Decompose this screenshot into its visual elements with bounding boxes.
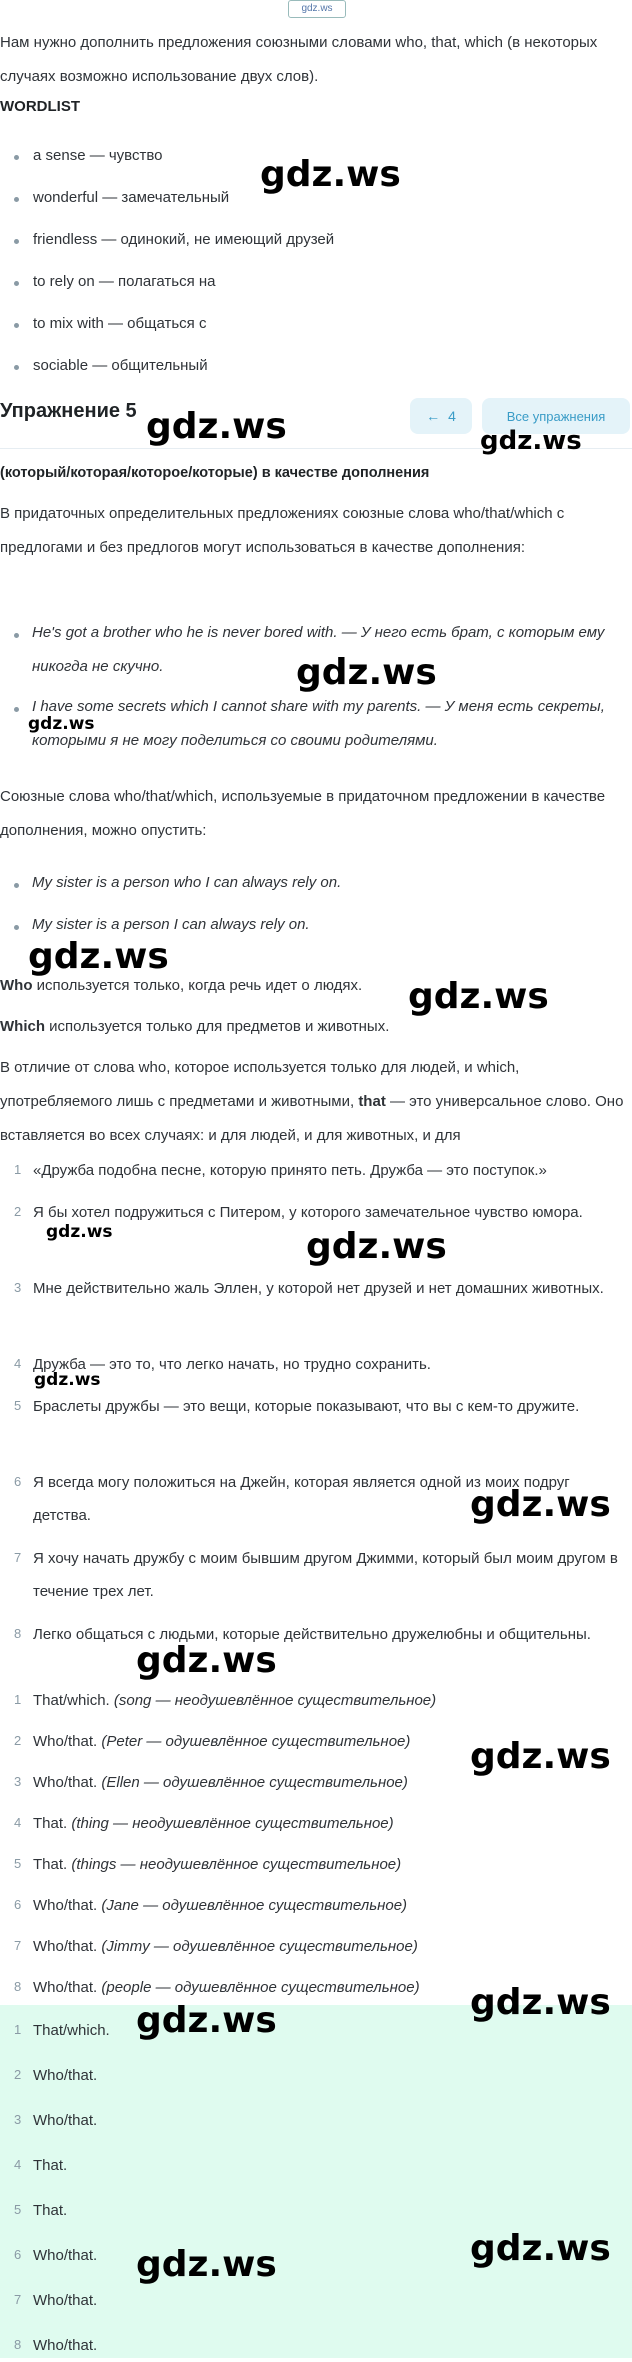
all-exercises-button[interactable]: Все упражнения (482, 398, 630, 434)
explanation-answer: Who/that. (33, 1897, 98, 1914)
watermark: gdz.ws (470, 1982, 611, 2023)
explanation-item (33, 1889, 625, 1922)
exercise-title: Упражнение 5 (0, 400, 137, 422)
bullet-icon (14, 883, 19, 888)
answer-item: That/which. (33, 2022, 110, 2039)
watermark: gdz.ws (408, 976, 549, 1017)
wordlist-item: sociable — общительный (33, 357, 208, 374)
explanation-answer: That. (33, 1815, 68, 1832)
item-number: 8 (14, 1979, 22, 1994)
site-logo[interactable]: gdz.ws (288, 0, 346, 18)
item-number: 7 (14, 2292, 22, 2307)
translation-item: Я бы хотел подружиться с Питером, у которого замечательное чувство юмора. (33, 1204, 583, 1221)
item-number: 3 (14, 1774, 22, 1789)
bullet-icon (14, 323, 19, 328)
watermark: gdz.ws (296, 652, 437, 693)
explanation-answer: Who/that. (33, 1774, 98, 1791)
answer-item: Who/that. (33, 2112, 98, 2129)
item-number: 4 (14, 2157, 22, 2172)
prev-exercise-number: 4 (448, 408, 456, 424)
bullet-icon (14, 155, 19, 160)
item-number: 5 (14, 1856, 22, 1871)
explanation-answer: Who/that. (33, 1979, 98, 1996)
item-number: 5 (14, 2202, 22, 2217)
prev-exercise-button[interactable] (410, 398, 472, 434)
watermark: gdz.ws (46, 1222, 113, 1242)
item-number: 3 (14, 2112, 22, 2127)
explanation-answer: Who/that. (33, 1938, 98, 1955)
wordlist-title: WORDLIST (0, 98, 80, 115)
wordlist-item: wonderful — замечательный (33, 189, 230, 206)
example-sentence: I have some secrets which I cannot share with my parents. — У меня есть секреты, которыми я не могу поделиться со своими родителями. (32, 698, 605, 749)
watermark: gdz.ws (470, 1484, 611, 1525)
explanation-answer: That. (33, 1856, 68, 1873)
example-sentence: He's got a brother who he is never bored with. — У него есть брат, с которым ему никогда не скучно. (32, 624, 605, 675)
bullet-icon (14, 281, 19, 286)
explanation-note: (things — неодушевлённое существительное) (71, 1856, 402, 1873)
explanation-item (33, 1930, 625, 1963)
answer-item: Who/that. (33, 2247, 98, 2264)
task-intro: Нам нужно дополнить предложения союзными словами who, that, which (в некоторых случаях возможно использование двух слов). (0, 34, 598, 85)
bullet-icon (14, 925, 19, 930)
theory-subtitle: (который/которая/которое/которые) в качестве дополнения (0, 465, 430, 481)
watermark: gdz.ws (28, 714, 95, 734)
watermark: gdz.ws (470, 1736, 611, 1777)
who-word: Who (0, 977, 33, 994)
translation-item: Я хочу начать дружбу с моим бывшим другом Джимми, который был моим другом в течение трех лет. (33, 1550, 618, 1600)
item-number: 1 (14, 2022, 22, 2037)
translation-item: Легко общаться с людьми, которые действительно дружелюбны и общительны. (33, 1626, 591, 1643)
bullet-icon (14, 707, 19, 712)
item-number: 6 (14, 2247, 22, 2262)
item-number: 2 (14, 1204, 22, 1219)
explanation-note: (Peter — одушевлённое существительное) (101, 1733, 411, 1750)
example-sentence: My sister is a person who I can always rely on. (32, 874, 342, 891)
example-sentence: My sister is a person I can always rely on. (32, 916, 310, 933)
explanation-note: (song — неодушевлённое существительное) (113, 1692, 437, 1709)
translation-item: Браслеты дружбы — это вещи, которые показывают, что вы с кем-то дружите. (33, 1398, 580, 1415)
watermark: gdz.ws (470, 2228, 611, 2269)
watermark: gdz.ws (28, 936, 169, 977)
item-number: 6 (14, 1897, 22, 1912)
who-rule-text: используется только, когда речь идет о людях. (32, 977, 363, 994)
item-number: 2 (14, 2067, 22, 2082)
wordlist-item: to mix with — общаться с (33, 315, 207, 332)
which-rule-text: используется только для предметов и животных. (45, 1018, 390, 1035)
that-rule (0, 1051, 628, 1153)
explanation-answer: That/which. (33, 1692, 110, 1709)
wordlist-item: friendless — одинокий, не имеющий друзей (33, 231, 335, 248)
item-number: 6 (14, 1474, 22, 1489)
item-number: 8 (14, 2337, 22, 2352)
translation-item: Мне действительно жаль Эллен, у которой нет друзей и нет домашних животных. (33, 1280, 604, 1297)
wordlist-item: a sense — чувство (33, 147, 163, 164)
item-number: 2 (14, 1733, 22, 1748)
translation-item: Дружба — это то, что легко начать, но трудно сохранить. (33, 1356, 431, 1373)
item-number: 7 (14, 1938, 22, 1953)
answer-item: That. (33, 2202, 68, 2219)
item-number: 4 (14, 1815, 22, 1830)
explanation-item (33, 1807, 625, 1840)
explanation-note: (Jane — одушевлённое существительное) (101, 1897, 408, 1914)
bullet-icon (14, 239, 19, 244)
watermark: gdz.ws (146, 406, 287, 447)
item-number: 7 (14, 1550, 22, 1565)
wordlist-item: to rely on — полагаться на (33, 273, 216, 290)
watermark: gdz.ws (136, 2000, 277, 2041)
answer-item: Who/that. (33, 2337, 98, 2354)
theory-paragraph: Союзные слова who/that/which, используемые в придаточном предложении в качестве дополнения, можно опустить: (0, 788, 606, 839)
item-number: 3 (14, 1280, 22, 1295)
translation-item: «Дружба подобна песне, которую принято петь. Дружба — это поступок.» (33, 1162, 547, 1179)
watermark: gdz.ws (136, 1640, 277, 1681)
explanation-note: (Ellen — одушевлённое существительное) (101, 1774, 408, 1791)
watermark: gdz.ws (480, 426, 582, 456)
explanation-note: (thing — неодушевлённое существительное) (71, 1815, 394, 1832)
item-number: 5 (14, 1398, 22, 1413)
bullet-icon (14, 365, 19, 370)
item-number: 4 (14, 1356, 22, 1371)
explanation-note: (Jimmy — одушевлённое существительное) (101, 1938, 418, 1955)
bullet-icon (14, 633, 19, 638)
watermark: gdz.ws (306, 1226, 447, 1267)
theory-paragraph: В придаточных определительных предложениях союзные слова who/that/which с предлогами и без предлогов могут использоваться в качестве дополнения: (0, 505, 565, 556)
item-number: 8 (14, 1626, 22, 1641)
that-rule-text: В отличие от слова who, которое используется только для людей, и which, употребляемого лишь с предметами и животными, (0, 1059, 520, 1110)
explanation-item (33, 1684, 625, 1717)
answer-item: Who/that. (33, 2292, 98, 2309)
arrow-left-icon: ← (426, 408, 441, 424)
watermark: gdz.ws (260, 154, 401, 195)
explanation-answer: Who/that. (33, 1733, 98, 1750)
which-word: Which (0, 1018, 45, 1035)
translation-item: Я всегда могу положиться на Джейн, которая является одной из моих подруг детства. (33, 1474, 570, 1524)
item-number: 1 (14, 1162, 22, 1177)
answer-item: That. (33, 2157, 68, 2174)
that-word: that (358, 1093, 386, 1110)
explanation-item (33, 1848, 625, 1881)
bullet-icon (14, 197, 19, 202)
item-number: 1 (14, 1692, 22, 1707)
that-rule-text-end: — это универсальное слово. Оно вставляется во всех случаях: и для людей, и для животных, и для (0, 1093, 624, 1144)
answer-item: Who/that. (33, 2067, 98, 2084)
watermark: gdz.ws (136, 2244, 277, 2285)
explanation-note: (people — одушевлённое существительное) (101, 1979, 420, 1996)
watermark: gdz.ws (34, 1370, 101, 1390)
